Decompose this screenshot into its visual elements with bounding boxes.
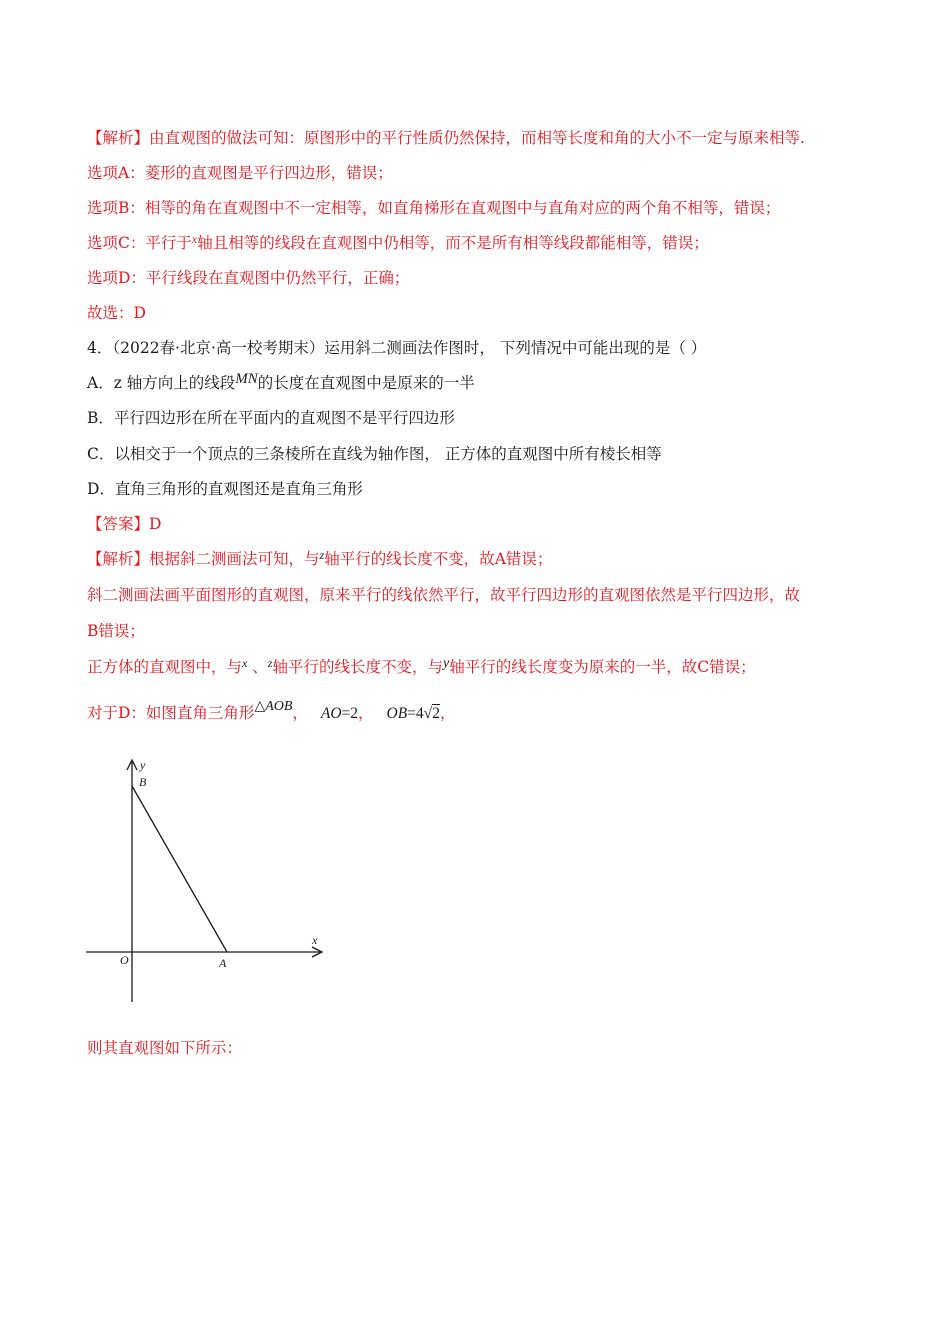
analysis-l4-b: 、 [252,658,268,676]
analysis-line-5 [87,699,456,725]
analysis-l1-var: z [319,548,325,562]
analysis-l4-a: 正方体的直观图中，与 [87,658,243,676]
analysis-l1-pre: 根据斜二测画法可知，与 [149,550,320,568]
eq-ob-lhs: OB [386,705,408,722]
analysis-l4-x: x [242,656,248,670]
analysis-l4-d: 轴平行的线长度变为原来的一半，故C错误； [449,658,756,676]
label-a: A [219,956,227,970]
answer-tag: 【答案】 [87,515,150,533]
label-x: x [312,933,318,947]
prev-analysis-text: 由直观图的做法可知：原图形中的平行性质仍然保持，而相等长度和角的大小不一定与原来相等. [149,129,805,147]
option-a-var: MN [235,371,258,387]
option-a-pre: A．z 轴方向上的线段 [87,374,236,392]
prev-option-c-pre: 选项C：平行于 [87,234,192,252]
prev-option-a: 选项A：菱形的直观图是平行四边形，错误； [87,164,393,182]
prev-option-b: 选项B：相等的角在直观图中不一定相等，如直角梯形在直观图中与直角对应的两个角不相等，错误； [87,199,781,217]
analysis-l5-pre: 对于D：如图直角三角形 [87,704,255,722]
question-4-option-a [87,373,475,394]
label-b: B [139,775,147,789]
sqrt-sign: √ [423,705,433,722]
eq-ob [387,704,440,722]
analysis-line-4 [87,657,756,679]
comma-1: ， [292,704,308,722]
eq-ao-rhs: =2 [341,705,359,722]
sqrt-radicand: 2 [432,705,440,722]
analysis-l1-post: 轴平行的线长度不变，故A错误； [324,550,553,568]
analysis-l4-z: z [267,656,273,670]
question-4-option-b: B．平行四边形在所在平面内的直观图不是平行四边形 [87,409,455,427]
comma-3: ， [439,704,456,722]
analysis-line-2: 斜二测画法画平面图形的直观图，原来平行的线依然平行，故平行四边形的直观图依然是平行四边形，故 [87,586,801,604]
label-y: y [140,758,146,772]
prev-option-c [87,233,709,254]
eq-ob-rhs: =4 [407,705,424,722]
prev-option-d: 选项D：平行线段在直观图中仍然平行，正确； [87,269,410,287]
option-a-post: 的长度在直观图中是原来的一半 [257,374,475,392]
question-4-stem: 4．（2022春·北京·高一校考期末）运用斜二测画法作图时， 下列情况中可能出现的是（ ） [87,339,707,357]
triangle-figure [80,752,340,1008]
analysis-line-3: B错误； [87,622,145,640]
eq-ao [321,704,358,722]
label-o: O [120,953,129,967]
prev-option-c-var: x [191,232,198,246]
conclusion-line: 则其直观图如下所示： [87,1039,243,1057]
question-4-option-c: C．以相交于一个顶点的三条棱所在直线为轴作图， 正方体的直观图中所有棱长相等 [87,445,662,463]
answer-value: D [149,515,162,533]
analysis-l4-y: y [442,656,450,671]
comma-2: ， [358,704,374,722]
analysis-l4-c: 轴平行的线长度不变，与 [272,658,443,676]
question-4-option-d: D．直角三角形的直观图还是直角三角形 [87,480,363,498]
eq-ao-lhs: AO [320,705,342,722]
prev-option-c-post: 轴且相等的线段在直观图中仍相等，而不是所有相等线段都能相等，错误； [197,234,709,252]
answer-line [87,514,161,534]
prev-analysis-line [87,128,805,148]
triangle-aob: △AOB [254,699,293,714]
segment-ba [132,786,227,952]
analysis-tag: 【解析】 [87,550,150,568]
prev-analysis-tag: 【解析】 [87,129,150,147]
analysis-line-1 [87,549,552,570]
prev-choose: 故选：D [87,304,146,322]
